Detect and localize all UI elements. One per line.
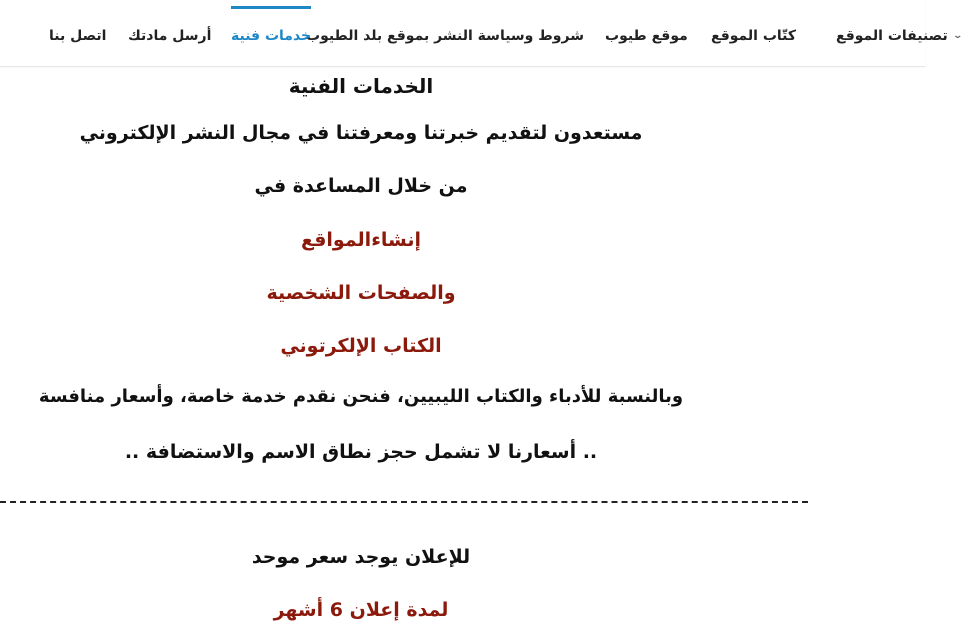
- nav-item-label: اتصل بنا: [49, 28, 107, 44]
- main-content: [0, 66, 925, 632]
- nav-item-publishing-policy[interactable]: [306, 0, 584, 66]
- nav-item-site-categories[interactable]: [836, 0, 961, 66]
- nav-item-submit-article[interactable]: [128, 0, 211, 66]
- nav-item-label: خدمات فنية: [231, 28, 312, 44]
- service-websites: إنشاءالمواقع: [300, 229, 422, 251]
- top-navigation: [0, 0, 963, 67]
- nav-item-label: شروط وسياسة النشر بموقع بلد الطيوب: [306, 28, 584, 44]
- nav-item-site-writers[interactable]: [711, 0, 796, 66]
- nav-item-label: موقع طيوب: [605, 28, 688, 44]
- nav-item-label: تصنيفات الموقع: [836, 28, 948, 44]
- dashed-divider: [0, 501, 808, 503]
- intro-text: مستعدون لتقديم خبرتنا ومعرفتنا في مجال النشر الإلكتروني: [79, 122, 643, 144]
- intro-text-continued: من خلال المساعدة في: [254, 175, 468, 197]
- service-ebook: الكتاب الإلكرتوني: [280, 335, 442, 357]
- ad-pricing-text: للإعلان يوجد سعر موحد: [251, 546, 471, 568]
- service-personal-pages: والصفحات الشخصية: [266, 282, 456, 304]
- chevron-down-icon: ⌄: [952, 31, 963, 41]
- nav-item-tuyub-site[interactable]: [605, 0, 688, 66]
- active-tab-indicator: [231, 6, 311, 9]
- page-title: الخدمات الفنية: [288, 74, 434, 98]
- nav-item-label: أرسل مادتك: [128, 28, 212, 44]
- offer-text: وبالنسبة للأدباء والكتاب الليبيين، فنحن نقدم خدمة خاصة، وأسعار منافسة: [38, 386, 684, 407]
- nav-item-label: كتّاب الموقع: [711, 28, 797, 44]
- nav-item-contact-us[interactable]: [49, 0, 106, 66]
- ad-duration-text: لمدة إعلان 6 أشهر: [273, 599, 449, 621]
- nav-item-technical-services[interactable]: [231, 0, 311, 66]
- pricing-note: .. أسعارنا لا تشمل حجز نطاق الاسم والاستضافة ..: [124, 441, 598, 463]
